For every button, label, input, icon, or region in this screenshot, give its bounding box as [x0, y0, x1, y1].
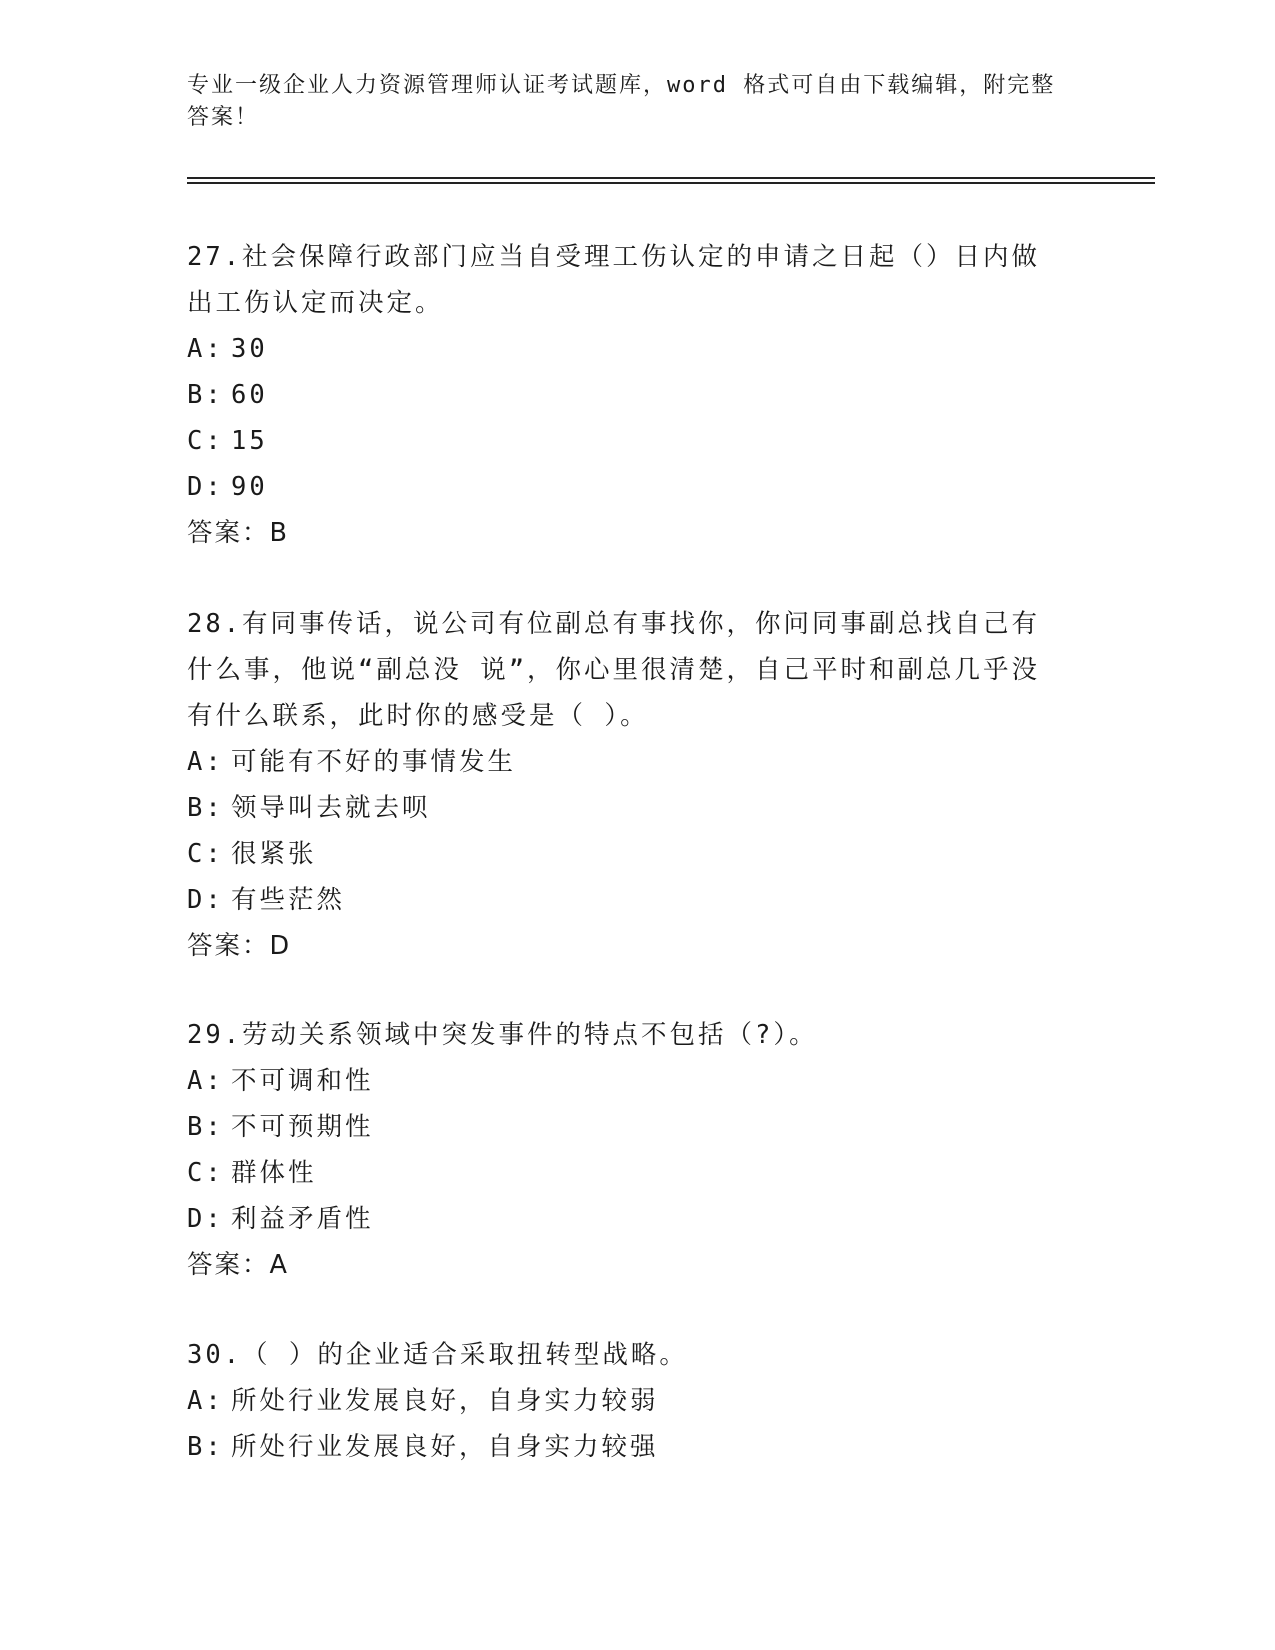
option-label: D:: [187, 1204, 224, 1234]
option-label: D:: [187, 472, 224, 502]
option-label: B:: [187, 380, 224, 410]
option-d: [187, 877, 1067, 923]
option-d: [187, 1196, 1067, 1242]
option-c: [187, 418, 1067, 464]
option-label: B:: [187, 1432, 224, 1462]
answer: 答案：A: [187, 1250, 289, 1280]
option-c: [187, 1150, 1067, 1196]
option-text: 不可调和性: [231, 1066, 374, 1096]
option-text: 所处行业发展良好，自身实力较弱: [231, 1386, 659, 1416]
option-a: [187, 1378, 1067, 1424]
question-27: [187, 234, 1067, 556]
option-a: [187, 739, 1067, 785]
answer: 答案：B: [187, 518, 289, 548]
option-text: 很紧张: [231, 839, 317, 869]
option-label: B:: [187, 793, 224, 823]
option-text: 群体性: [231, 1158, 317, 1188]
option-text: 30: [231, 334, 268, 364]
option-text: 有些茫然: [231, 885, 346, 915]
option-b: [187, 1104, 1067, 1150]
option-text: 领导叫去就去呗: [231, 793, 431, 823]
option-label: D:: [187, 885, 224, 915]
question-stem: 28.有同事传话，说公司有位副总有事找你，你问同事副总找自己有什么事，他说“副总没 说”，你心里很清楚，自己平时和副总几乎没有什么联系，此时你的感受是（ ）。: [187, 609, 1041, 731]
option-text: 90: [231, 472, 268, 502]
option-a: [187, 326, 1067, 372]
answer: 答案：D: [187, 931, 292, 961]
option-text: 所处行业发展良好，自身实力较强: [231, 1432, 659, 1462]
question-28: [187, 601, 1067, 969]
question-stem: 27.社会保障行政部门应当自受理工伤认定的申请之日起（）日内做出工伤认定而决定。: [187, 242, 1041, 318]
option-label: A:: [187, 1066, 224, 1096]
option-text: 可能有不好的事情发生: [231, 747, 517, 777]
header-divider-top: [187, 177, 1155, 179]
option-text: 不可预期性: [231, 1112, 374, 1142]
option-text: 60: [231, 380, 268, 410]
option-b: [187, 785, 1067, 831]
document-header: 专业一级企业人力资源管理师认证考试题库，word 格式可自由下载编辑，附完整答案！: [187, 73, 1056, 130]
option-label: C:: [187, 1158, 224, 1188]
option-d: [187, 464, 1067, 510]
option-b: [187, 1424, 1067, 1470]
option-label: A:: [187, 334, 224, 364]
option-c: [187, 831, 1067, 877]
option-label: C:: [187, 839, 224, 869]
header-divider-bottom: [187, 182, 1155, 184]
option-a: [187, 1058, 1067, 1104]
question-stem: 29.劳动关系领域中突发事件的特点不包括（?）。: [187, 1020, 818, 1050]
question-30: [187, 1332, 1067, 1470]
option-text: 利益矛盾性: [231, 1204, 374, 1234]
question-stem: 30.（ ）的企业适合采取扭转型战略。: [187, 1340, 688, 1370]
option-label: B:: [187, 1112, 224, 1142]
option-label: A:: [187, 747, 224, 777]
option-text: 15: [231, 426, 268, 456]
option-b: [187, 372, 1067, 418]
question-29: [187, 1012, 1067, 1288]
option-label: A:: [187, 1386, 224, 1416]
option-label: C:: [187, 426, 224, 456]
